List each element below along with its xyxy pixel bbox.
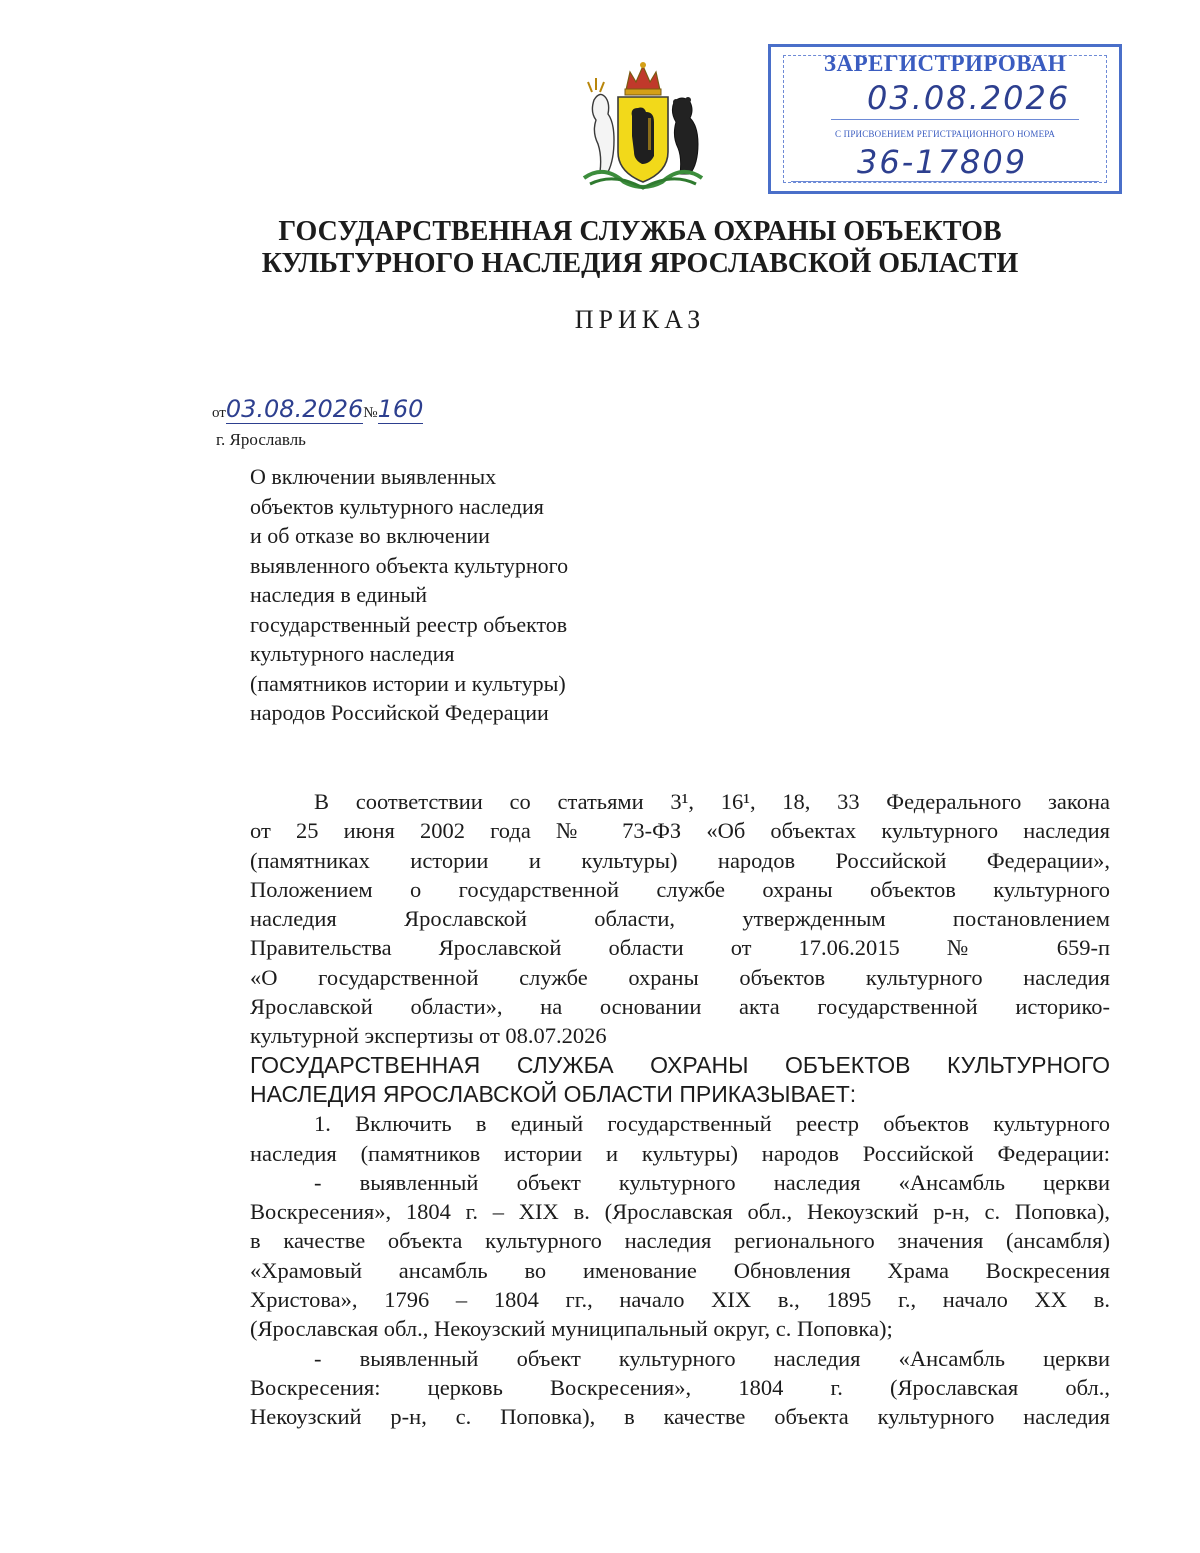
subject-line: (памятников истории и культуры) bbox=[250, 670, 566, 696]
order-number-handwritten: 160 bbox=[377, 395, 424, 423]
body-line: В соответствии со статьями 3¹, 16¹, 18, 33 Федерального закона bbox=[314, 789, 1110, 814]
subject-line: наследия в единый bbox=[250, 582, 427, 607]
body-line: наследия (памятников истории и культуры) народов Российской Федерации: bbox=[250, 1140, 1110, 1166]
order-date-number bbox=[212, 395, 423, 423]
order-city: г. Ярославль bbox=[216, 430, 306, 449]
body-line: культурной экспертизы от 08.07.2026 bbox=[250, 1023, 607, 1049]
order-subject bbox=[250, 462, 670, 728]
body-line: «Храмовый ансамбль во именование Обновления Храма Воскресения bbox=[250, 1257, 1110, 1283]
body-line: - выявленный объект культурного наследия «Ансамбль церкви bbox=[314, 1169, 1110, 1195]
body-line: в качестве объекта культурного наследия регионального значения (ансамбля) bbox=[250, 1228, 1110, 1254]
organization-title-line-2: КУЛЬТУРНОГО НАСЛЕДИЯ ЯРОСЛАВСКОЙ ОБЛАСТИ bbox=[261, 248, 1019, 279]
body-line: Некоузский р-н, с. Поповка), в качестве объекта культурного наследия bbox=[250, 1404, 1110, 1430]
body-line: (памятниках истории и культуры) народов Российской Федерации», bbox=[250, 847, 1110, 873]
body-line: Ярославской области», на основании акта государственной историко- bbox=[250, 994, 1110, 1020]
subject-line: народов Российской Федерации bbox=[250, 700, 549, 725]
document-type: ПРИКАЗ bbox=[574, 305, 706, 334]
stamp-handwritten-number: 36-17809 bbox=[857, 143, 1028, 181]
item-1-paragraph bbox=[250, 1109, 1110, 1168]
body-line: - выявленный объект культурного наследия «Ансамбль церкви bbox=[314, 1345, 1110, 1371]
subject-line: и об отказе во включении bbox=[250, 523, 490, 548]
stamp-registered-label: ЗАРЕГИСТРИРОВАН bbox=[823, 51, 1067, 76]
body-line: Христова», 1796 – 1804 гг., начало XIX в., 1895 г., начало XX в. bbox=[250, 1287, 1110, 1313]
body-line: (Ярославская обл., Некоузский муниципальный округ, с. Поповка); bbox=[250, 1316, 893, 1342]
body-line: Положением о государственной службе охраны объектов культурного bbox=[250, 876, 1110, 902]
stamp-underline-2 bbox=[791, 181, 1099, 182]
order-from-label: от bbox=[212, 405, 226, 421]
preamble-paragraph bbox=[250, 787, 1110, 1051]
orders-heading bbox=[250, 1051, 1110, 1110]
subject-line: О включении выявленных bbox=[250, 464, 497, 489]
organization-title-line-1: ГОСУДАРСТВЕННАЯ СЛУЖБА ОХРАНЫ ОБЪЕКТОВ bbox=[278, 216, 1002, 247]
bullet-1-paragraph bbox=[250, 1168, 1110, 1344]
orders-heading-line: ГОСУДАРСТВЕННАЯ СЛУЖБА ОХРАНЫ ОБЪЕКТОВ КУЛЬТУРНОГО bbox=[250, 1051, 1110, 1078]
subject-line: государственный реестр объектов bbox=[250, 611, 568, 637]
body-line: Воскресения», 1804 г. – XIX в. (Ярославская обл., Некоузский р-н, с. Поповка), bbox=[250, 1199, 1110, 1225]
registration-stamp bbox=[768, 44, 1122, 194]
stamp-handwritten-date: 03.08.2026 bbox=[867, 79, 1071, 117]
body-line: наследия Ярославской области, утвержденным постановлением bbox=[250, 906, 1110, 932]
subject-line: культурного наследия bbox=[250, 641, 455, 666]
body-line: Воскресения: церковь Воскресения», 1804 г. (Ярославская обл., bbox=[250, 1374, 1110, 1400]
body-line: 1. Включить в единый государственный реестр объектов культурного bbox=[314, 1111, 1110, 1137]
order-number-label: № bbox=[363, 405, 378, 421]
subject-line: объектов культурного наследия bbox=[250, 493, 544, 519]
subject-line: выявленного объекта культурного bbox=[250, 552, 569, 578]
body-line: Правительства Ярославской области от 17.06.2015 № 659-п bbox=[250, 935, 1110, 961]
bullet-2-paragraph bbox=[250, 1344, 1110, 1432]
orders-heading-line: НАСЛЕДИЯ ЯРОСЛАВСКОЙ ОБЛАСТИ ПРИКАЗЫВАЕТ: bbox=[250, 1080, 857, 1107]
organization-title bbox=[0, 216, 1200, 280]
stamp-subtitle: С ПРИСВОЕНИЕМ РЕГИСТРАЦИОННОГО НОМЕРА bbox=[834, 129, 1056, 139]
body-line: «О государственной службе охраны объектов культурного наследия bbox=[250, 964, 1110, 990]
stamp-underline bbox=[831, 119, 1079, 120]
body-line: от 25 июня 2002 года № 73-ФЗ «Об объектах культурного наследия bbox=[250, 818, 1110, 844]
order-body bbox=[250, 787, 1110, 1432]
order-date-handwritten: 03.08.2026 bbox=[225, 395, 364, 423]
coat-of-arms-emblem bbox=[574, 60, 712, 194]
